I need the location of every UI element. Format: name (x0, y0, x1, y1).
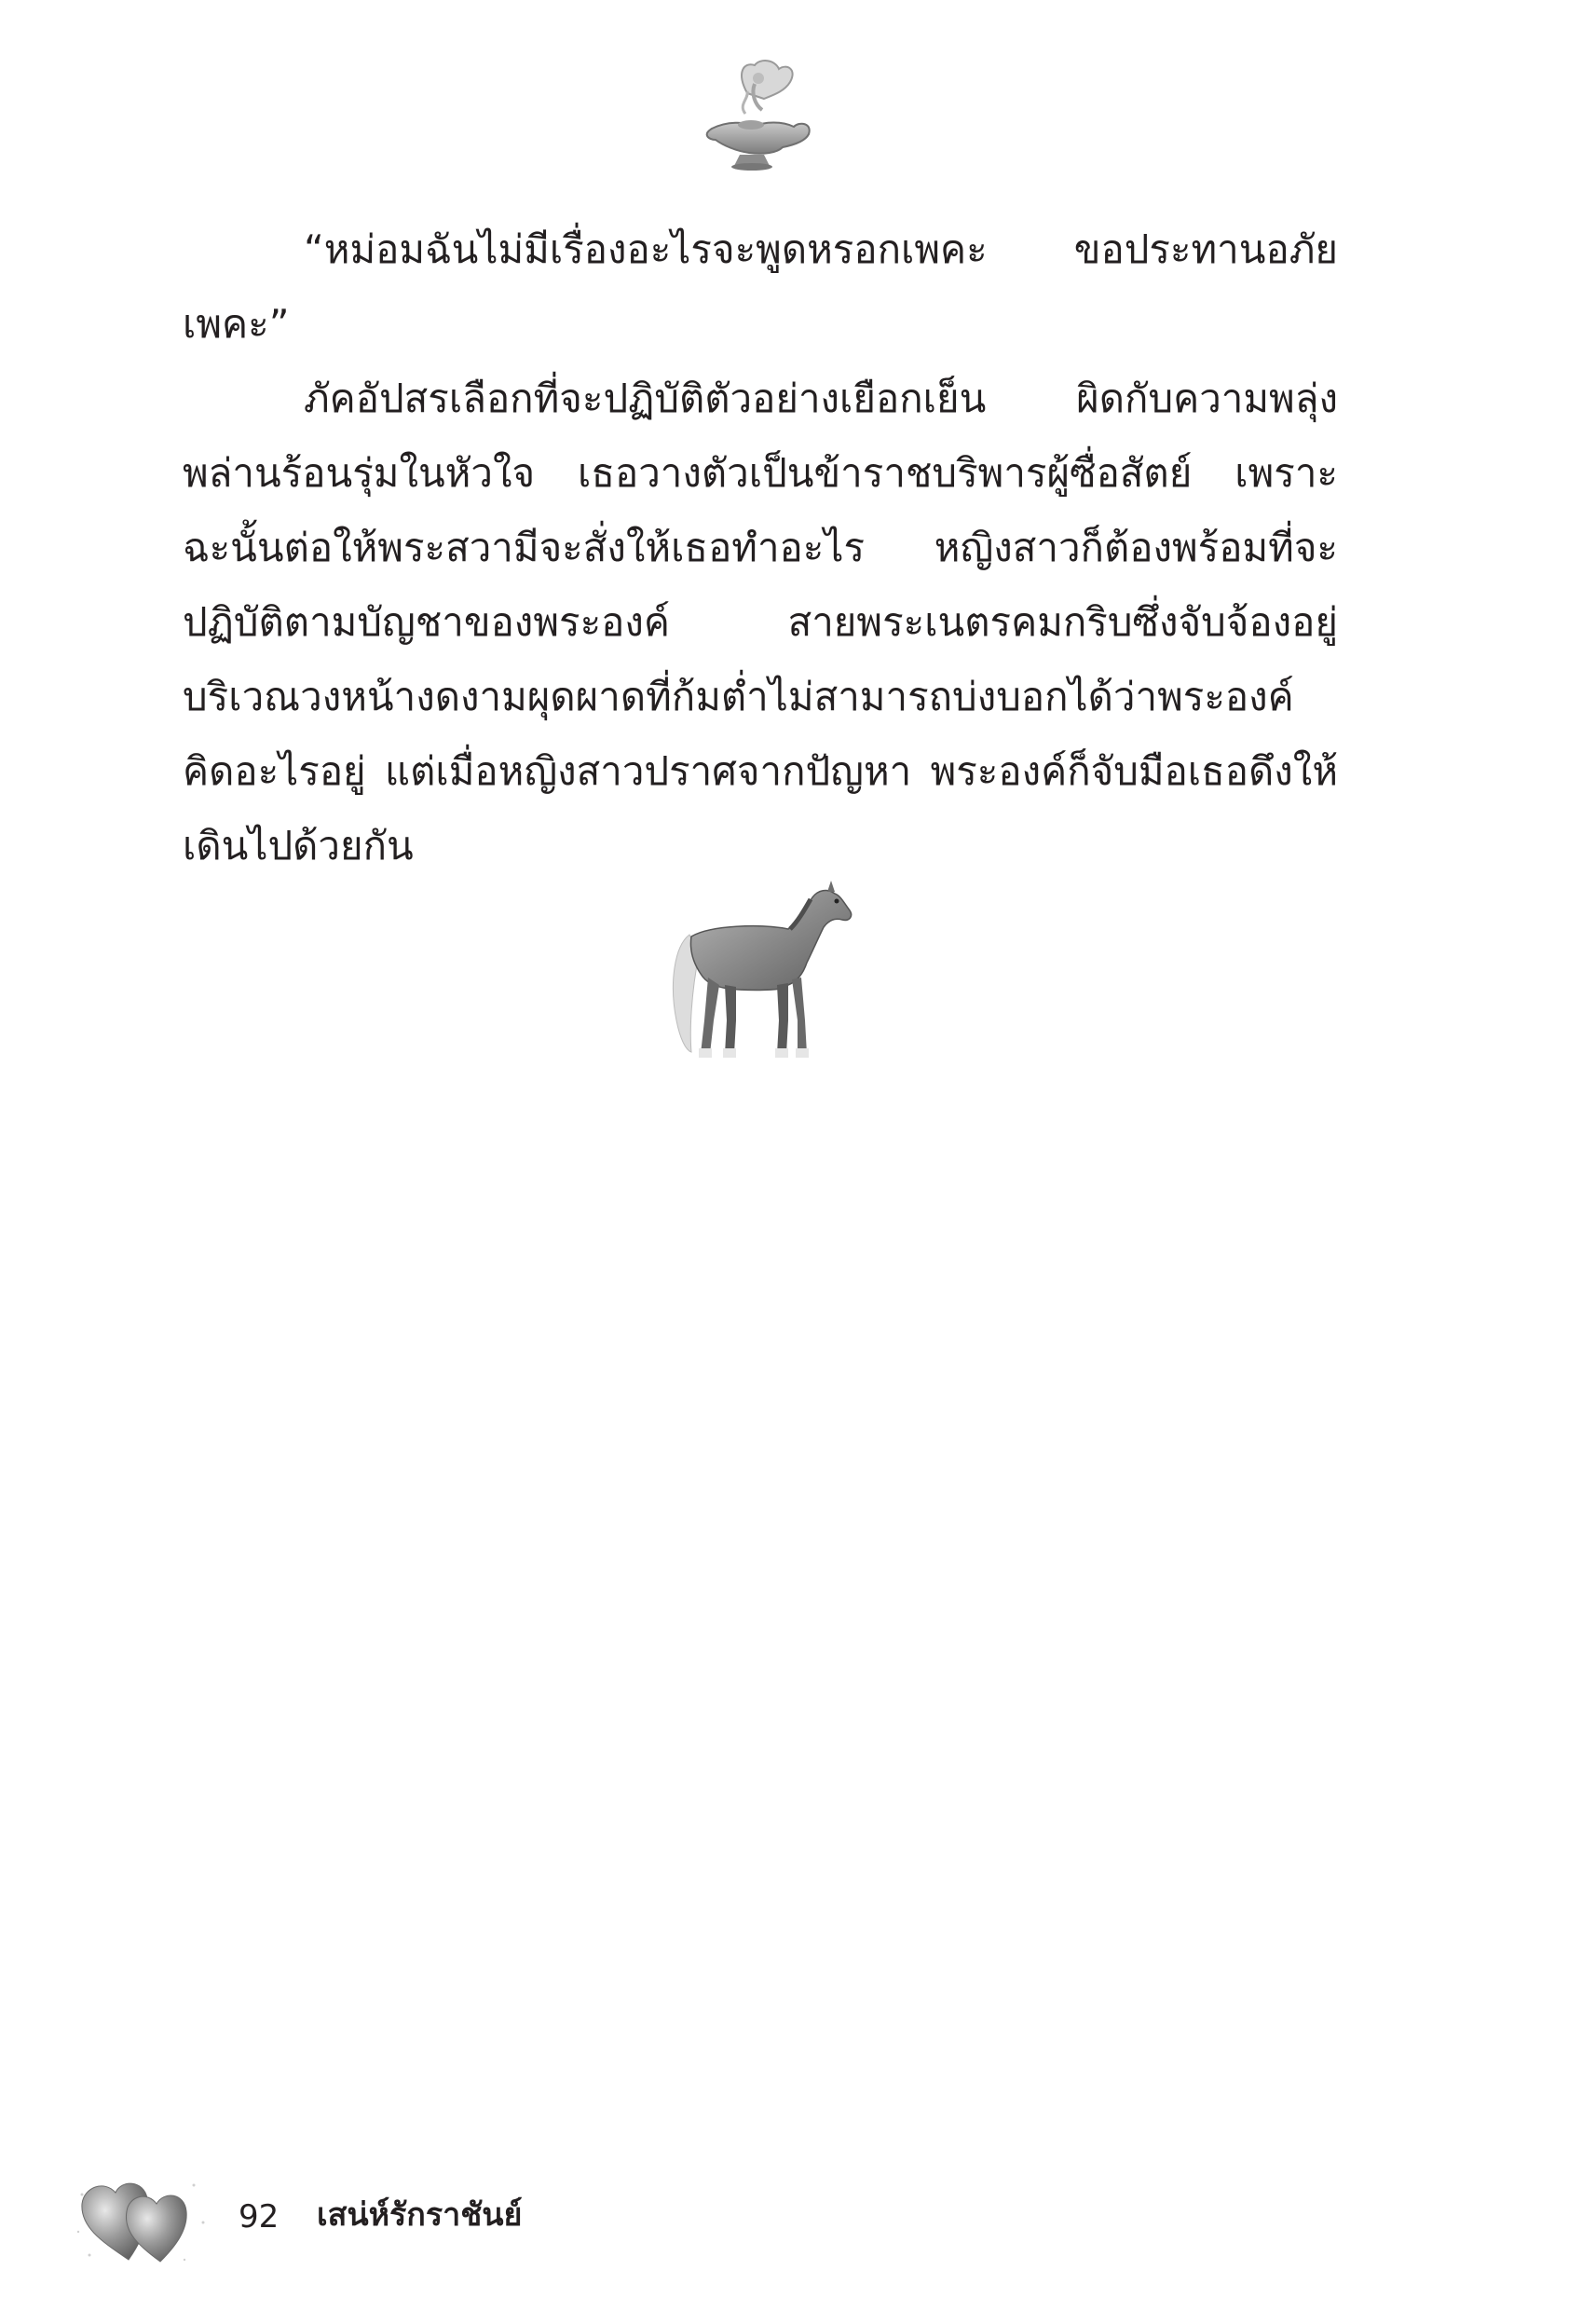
paragraph-narration: ภัคอัปสรเลือกที่จะปฏิบัติตัวอย่างเยือกเย็น ผิดกับความพลุ่งพล่านร้อนรุ่มในหัวใจ เธอวางตัวเป็นข้าราชบริพารผู้ซื่อสัตย์ เพราะฉะนั้นต่อให้พระสวามีจะสั่งให้เธอทำอะไร หญิงสาวก็ต้องพร้อมที่จะปฏิบัติตามบัญชาของพระองค์ สายพระเนตรคมกริบซึ่งจับจ้องอยู่บริเวณวงหน้างดงามผุดผาดที่ก้มต่ำไม่สามารถบ่งบอกได้ว่าพระองค์คิดอะไรอยู่ แต่เมื่อหญิงสาวปราศจากปัญหา พระองค์ก็จับมือเธอดึงให้เดินไปด้วยกัน (183, 376, 1338, 868)
paragraph-dialogue: “หม่อมฉันไม่มีเรื่องอะไรจะพูดหรอกเพคะ ขอประทานอภัยเพคะ” (183, 226, 1338, 347)
horse-icon (658, 881, 868, 1067)
book-title: เสน่ห์รักราชันย์ (317, 2196, 523, 2234)
body-text (183, 212, 1338, 883)
genie-lamp-cupid-icon (689, 56, 820, 177)
hearts-icon (73, 2167, 212, 2269)
page-number: 92 (239, 2198, 280, 2236)
page-footer (73, 2167, 725, 2269)
